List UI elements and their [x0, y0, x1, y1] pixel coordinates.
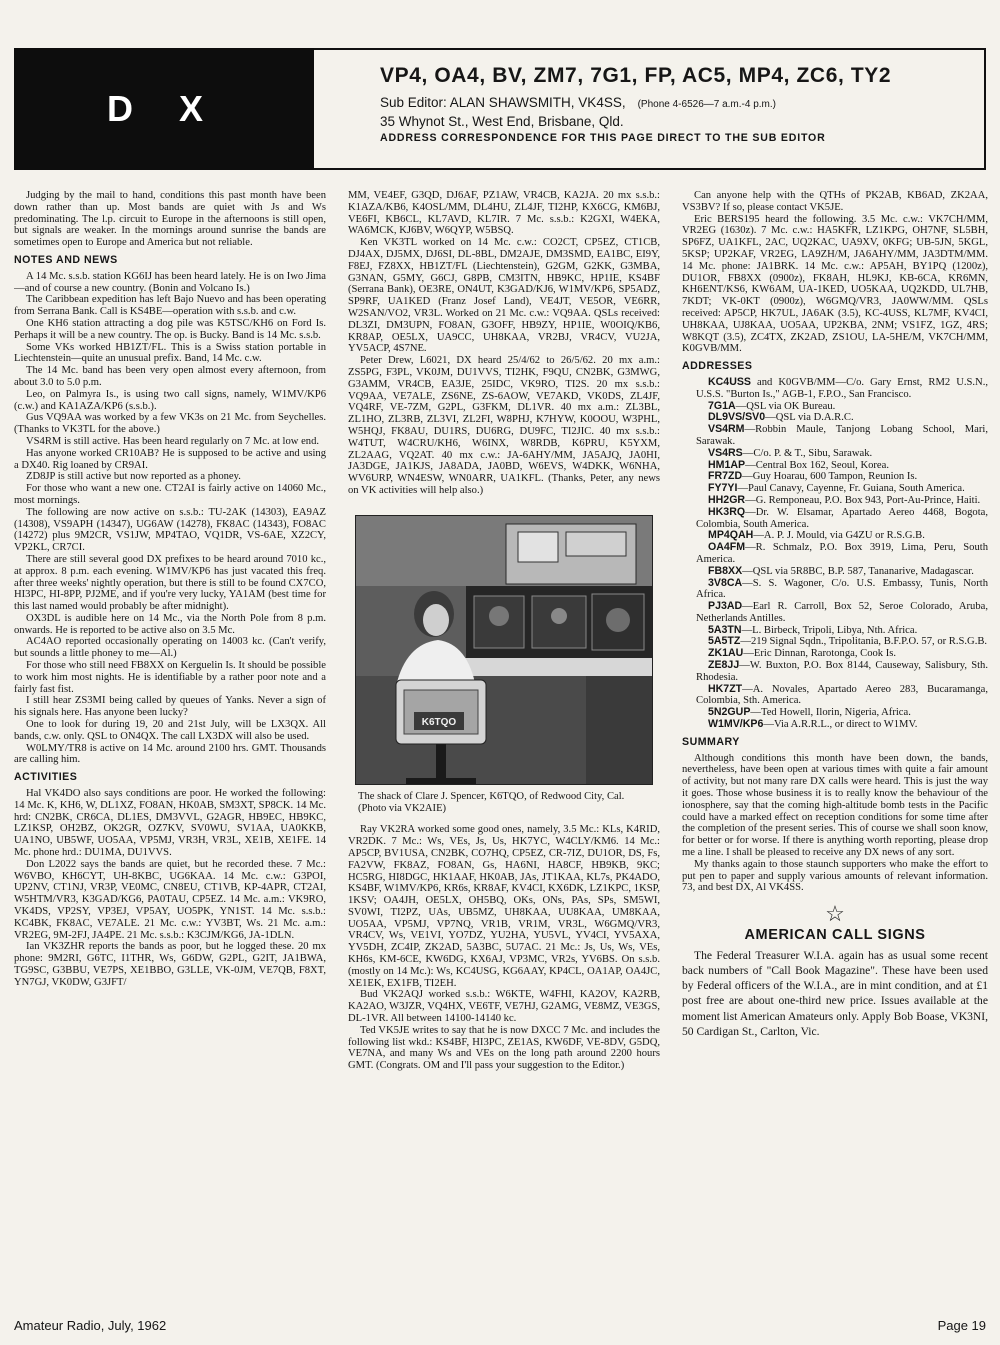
page-header: [14, 48, 986, 170]
address-entry: [682, 719, 988, 731]
notes-paragraph: W0LMY/TR8 is active on 14 Mc. around 2100 hrs. GMT. Thousands are calling him.: [14, 742, 326, 766]
address-entry: [682, 684, 988, 708]
notes-paragraph: A 14 Mc. s.s.b. station KG6IJ has been heard lately. He is on Iwo Jima—and of course a new country. (Bonin and Volcano Is.): [14, 270, 326, 294]
address-text: —Robbin Maule, Tanjong Lobang School, Mari, Sarawak.: [696, 424, 988, 447]
address-call: FB8XX: [708, 564, 743, 577]
sub-editor: Sub Editor: ALAN SHAWSMITH, VK4SS,: [380, 95, 626, 110]
publication-info: Amateur Radio, July, 1962: [14, 1318, 167, 1333]
address-entry: [682, 542, 988, 566]
page-number: Page 19: [937, 1318, 986, 1333]
notes-paragraph: The following are now active on s.s.b.: TU-2AK (14303), EA9AZ (14308), VS9APH (14347), UG6AW (14278), FK8AC (14343), FO8AC (14272) plus 9M2CR, VS1JW, MP4TAO, VQ1DR, VS-6AE, XZ2CY, VP2KL, CR7CI.: [14, 506, 326, 554]
ken-paragraph: Ken VK3TL worked on 14 Mc. c.w.: CO2CT, CP5EZ, CT1CB, DJ4AX, DJ5MX, DJ6SI, DL-8BL, DM2AJE, DM3SMD, EA1BC, EI9Y, F8EJ, FZ8XX, HB1ZT/FL (Liechtenstein), G2GM, G2KK, G3MBA, G3NAN, G5MY, G6CJ, G8PB, CM3ITN, HB9KC, HP1IE, KS4BF (Serrana Bank), OE3RE, ON4UT, K3GAD/KJ6, W1MV/KP6, SP5ADZ, SP9RF, UA1KED (Franz Josef Land), VE4JT, VE5OR, VE6RR, W2SAN/VO2, VR3L. Worked on 21 Mc. c.w.: VQ9AA. QSLs received: DL3ZI, DM3UPN, FO8AN, G3OFF, HB9ZY, HP1IE, W0OIQ/KB6, KR8AP, OE5LX, UA9CC, UH8KAA, VR2BJ, VR4CV, VU2JA, YV5ACP, 4S7NE.: [348, 237, 660, 355]
column-2: [348, 190, 660, 1305]
address-call: 5N2GUP: [708, 706, 751, 719]
notes-paragraph: OX3DL is audible here on 14 Mc., via the North Pole from 8 p.m. onwards. He is reported to be active also on 3.5 Mc.: [14, 612, 326, 636]
activities-paragraph: Ian VK3ZHR reports the bands as poor, but he logged these. 20 mx phone: 9M2RI, G6TC, I1THR, Ws, G6DW, G2PL, G2IT, JA1BWA, TG9SC, G3BBU, VE7PS, XE1BBO, G3LLE, VK-0JM, VE7QB, F8XT, YN7GJ, VK0DW, G3JFT/: [14, 941, 326, 988]
notes-paragraph: AC4AO reported occasionally operating on 14003 kc. (Can't verify, but sounds a little phoney to me—Al.): [14, 636, 326, 660]
summary-heading: SUMMARY: [682, 735, 740, 748]
notes-heading: NOTES AND NEWS: [14, 253, 118, 266]
address-text: and K0GVB/MM—C/o. Gary Ernst, RM2 U.S.N., U.S.S. "Burton Is.," AGB-1, F.P.O., San Francisco.: [696, 376, 988, 400]
address-call: 3V8CA: [708, 576, 743, 589]
address-text: —QSL via 5R8BC, B.P. 587, Tananarive, Madagascar.: [742, 565, 974, 577]
address-text: —219 Signal Sqdn., Tripolitania, B.F.P.O. 57, or R.S.G.B.: [740, 636, 988, 648]
address-call: MP4QAH: [708, 529, 754, 542]
notes-paragraph: Leo, on Palmyra Is., is using two call signs, namely, W1MV/KP6 (c.w.) and KA1AZA/KP6 (s.s.b.).: [14, 388, 326, 412]
notes-paragraph: The 14 Mc. band has been very open almost every afternoon, from about 3.0 to 5.0 p.m.: [14, 365, 326, 388]
notes-paragraph: ZD8JP is still active but now reported as a phoney.: [26, 471, 241, 483]
address-text: —A. Novales, Apartado Aereo 283, Bucaramanga, Colombia, Sth. America.: [696, 683, 988, 707]
address-list: [682, 377, 988, 731]
column-1: [14, 190, 326, 1305]
address-call: PJ3AD: [708, 600, 743, 613]
section-title-box: [14, 48, 314, 170]
notes-paragraph: Gus VQ9AA was worked by a few VK3s on 21 Mc. from Seychelles. (Thanks to VK3TL for the above.): [14, 412, 326, 436]
header-info: [314, 48, 986, 170]
notes-paragraph: One KH6 station attracting a dog pile was K5TSC/KH6 on Ford Is. Perhaps it will be a new country. The op. is Bucky. Band is 14 Mc. s.s.b.: [14, 317, 326, 341]
address-text: —C/o. P. & T., Sibu, Sarawak.: [742, 447, 873, 459]
address-call: HK7ZT: [708, 682, 743, 695]
address-text: —A. P. J. Mould, via G4ZU or R.S.G.B.: [753, 530, 925, 542]
address-call: 7G1A: [708, 399, 736, 412]
peter-paragraph: Peter Drew, L6021, DX heard 25/4/62 to 26/5/62. 20 mx a.m.: ZS5PG, F3PL, VK0JM, DU1VVS, TI2HK, F9QU, CN2BK, G3MWG, G3AMM, VR4CB, EA3JE, 25IDC, VK9RO, TI2S. 20 mx s.s.b.: VQ9AA, VE7ALE, ZS6NE, ZS-6AOW, VE7AKD, VK0DS, ZL4JF, VQ4RF, VE-7ZM, G2PL, G3FKM, DL1VR. 40 mx a.m.: ZL3BL, ZL1HO, ZL3RB, ZL3VI, ZL2FI, W8PHJ, K7HYW, K0OOU, W3PHL, W5HQJ, FK8AU, DU1RS, DU6RG, DU9FC, TI2JIC. 40 mx s.s.b.: W4TUT, W4CRU/KH6, W6INX, W8RDB, K6PRU, K5YXM, ZL2AAG, VQ2AT. 40 mx c.w.: JA-6AHY/MM, JA5AJQ, JA0HI, JA3DGE, JA1KJS, JA8ADA, JA0BD, W6EVS, W4DKK, W6NHA, WV6URP, WN4ESW, WN0ARR, UA1KFL. (Thanks, Peter, any news on VK activities will help also.): [348, 355, 660, 496]
summary-paragraph: Although conditions this month have been down, the bands, nevertheless, have been open at various times with quite a fair amount of activity, but not many rare DX calls were heard. This is just the way it goes. Those whose business it is to really know the behaviour of the ionosphere, say that the coming high-altitude bomb tests in the Pacific could have a marked effect on reception conditions for some time after the completion of the present series. This of course we shall soon know, for better or for worse. If there is anything worth reporting, please drop me a line. I shall be pleased to receive any DX news of any sort.: [682, 752, 988, 859]
address-call: OA4FM: [708, 541, 746, 554]
american-call-signs-heading: AMERICAN CALL SIGNS: [744, 927, 926, 944]
notes-paragraph: For those who want a new one. CT2AI is fairly active on 14060 Mc., most mornings.: [14, 483, 326, 506]
address-text: —G. Remponeau, P.O. Box 943, Port-Au-Prince, Haiti.: [745, 494, 981, 506]
address-entry: [682, 377, 988, 401]
bud-paragraph: Bud VK2AQJ worked s.s.b.: W6KTE, W4FHI, KA2OV, KA2RB, KA2AO, W3JZR, VQ4HX, VE6TF, VE7HJ, G2AMG, VE8MZ, VE3GS, DL-1VR. All between 14100-14140 kc.: [348, 989, 660, 1025]
addresses-heading: ADDRESSES: [682, 360, 753, 373]
address-text: —Paul Canavy, Cayenne, Fr. Guiana, South America.: [737, 483, 965, 495]
notes-paragraph: Has anyone worked CR10AB? He is supposed to be active and using a DX40. Rig loaned by CR9AI.: [14, 447, 326, 471]
address-text: —Central Box 162, Seoul, Korea.: [745, 459, 889, 471]
photo-call-sign: K6TQO: [421, 716, 457, 728]
address-call: HK3RQ: [708, 505, 746, 518]
address-text: —Earl R. Carroll, Box 52, Seroe Colorado, Aruba, Netherlands Antilles.: [696, 601, 988, 624]
address-call: KC4USS: [708, 375, 751, 388]
intro-paragraph: Judging by the mail to hand, conditions this past month have been down rather than up. Most bands are quiet with Js and Ws predominating. The l.p. circuit to Europe in the afternoons is still open, but signals are weaker. In the mornings around sunrise the bands are sometimes open to Europe and America but not reliable.: [14, 190, 326, 249]
notes-paragraph: For those who still need FB8XX on Kerguelin Is. It should be possible to work him most nights. He is identifiable by a rather poor note and a fairly fast fist.: [14, 660, 326, 695]
editor-address: 35 Whynot St., West End, Brisbane, Qld.: [380, 114, 624, 129]
address-call: 5A3TN: [708, 623, 742, 636]
editor-phone: (Phone 4-6526—7 a.m.-4 p.m.): [637, 99, 776, 110]
address-call: DL9VS/SV0: [708, 411, 766, 424]
address-text: —Via A.R.R.L., or direct to W1MV.: [763, 719, 918, 731]
address-call: VS4RS: [708, 446, 743, 459]
notes-paragraph: There are still several good DX prefixes to be heard around 7010 kc., at approx. 8 p.m. each evening. W1MV/KP6 has just vacated this freq. after three weeks' nightly operation, but there is still to be found CX7CO, HI3PC, HI-8PP, PJ2ME, and if you're very lucky, YA1AM (best time for this last named would probably be after midnight).: [14, 553, 326, 613]
prefix-title: VP4, OA4, BV, ZM7, 7G1, FP, AC5, MP4, ZC6, TY2: [380, 64, 892, 87]
column-3: [682, 190, 988, 1305]
address-text: —L. Birbeck, Tripoli, Libya, Nth. Africa.: [741, 624, 918, 636]
activities-paragraph: Don L2022 says the bands are quiet, but he recorded these. 7 Mc.: W6VBO, KH6CYT, UH-8KBC, UG6KAA. 14 Mc. c.w.: G3POI, UP2NV, CT1NJ, VR3P, VE0MC, CN8EU, CT1VB, KP-4APR, CT2AI, W5HTM/VR3, K3GAD/KG6, PA0TAU, CP5EZ. 14 Mc. a.m.: VK9RO, VK4DS, VP2SY, VP3EJ, VP5AY, UO5PK, YN1ST. 14 Mc. s.s.b.: KC4BK, FK8AC, VE7ALE. 21 Mc. c.w.: YV3BT, Ws. 21 Mc. a.m.: VR2EG, 9M-2FJ, JA4PE. 21 Mc. s.s.b.: K3CJM/KG6, JA-1DLN.: [14, 858, 326, 941]
notes-paragraph: Some VKs worked HB1ZT/FL. This is a Swiss station portable in Liechtenstein—quite an unusual prefix. Band, 14 Mc. c.w.: [14, 341, 326, 365]
notes-paragraph: The Caribbean expedition has left Bajo Nuevo and has been operating from Serrana Bank. Call is KS4BE—operation with s.s.b. and c.w.: [14, 294, 326, 318]
address-text: —R. Schmalz, P.O. Box 3919, Lima, Peru, South America.: [696, 542, 988, 565]
address-call: VS4RM: [708, 423, 745, 436]
address-call: ZE8JJ: [708, 659, 740, 672]
ray-paragraph: Ray VK2RA worked some good ones, namely, 3.5 Mc.: KLs, K4RID, VR2DK. 7 Mc.: Ws, VEs, Js, Us, HK7YC, W4CLY/KM6. 14 Mc.: AP5CP, BV1USA, CN2BK, CO7HQ, CP5EZ, CR-7IZ, DU1OR, DS, Fs, FA2VW, FK8AZ, FO8AN, Gs, HA6NI, HA8CF, HB9KB, 9KC; HC5RG, HI8DGC, HK1AAF, HK0AB, JAs, JT1KAA, KL7s, PK4ADO, KS4BF, W1MV/KP6, KR6s, KR8AF, KV4CI, KX6DK, LZ1KPC, 1KSP, 1KSV; OA4JH, OE5LX, OH5BQ, OKs, ONs, PAs, SPs, SM5WI, SV0WI, TI2PZ, UAs, UB5MZ, UH8KAA, UU8KAA, UM8KAA, UO5AA, VP5MJ, VP7NQ, VR1B, VR1M, VR3L, W6GMQ/VR3, VR4CV, Ws, VE1VI, YO7DZ, YU2HA, YU5VL, YV4CI, YV5AXA, YV5DH, ZC4IP, ZK2AD, 5A3BC, 5U7AC. 21 Mc.: Js, Us, Ws, VEs, KH6s, KM-6CE, KW6DG, KX6AJ, VP3MC, VR2s, YV6BS. On s.s.b. (mostly on 14 Mc.): Ws, KC4USG, KG6AAY, KP4CL, OA1AP, OA4JC, XE1EK, EX1FB, TI2EH.: [348, 824, 660, 989]
address-entry: [682, 507, 988, 531]
address-entry: [682, 424, 988, 448]
address-entry: [682, 660, 988, 684]
star-icon: ☆: [825, 901, 845, 927]
thanks-paragraph: My thanks again to those staunch supporters who make the effort to put pen to paper and supply various amounts of relevant information. 73, and best DX, Al VK4SS.: [682, 858, 988, 894]
address-call: 5A5TZ: [708, 635, 741, 648]
address-call: FR7ZD: [708, 470, 743, 483]
shack-photo: [355, 515, 653, 785]
activities-heading: ACTIVITIES: [14, 771, 78, 784]
correspondence-note: ADDRESS CORRESPONDENCE FOR THIS PAGE DIRECT TO THE SUB EDITOR: [380, 132, 826, 144]
address-call: W1MV/KP6: [708, 718, 764, 731]
eric-paragraph: Eric BERS195 heard the following. 3.5 Mc. c.w.: VK7CH/MM, VR2EG (1630z). 7 Mc. c.w.: HA5KFR, LZ1KPG, OH7NF, SL5BH, SP6FZ, UA1KFL, 2AC, UQ2KAC, UA9XV, 0KFG; UB-5JN, 5KGL, 5KSP; UP2KAF, VR2EG, LA9ZH/M, JA6AHY/MM, JA3DTM/MM. 14 Mc. phone: JA1BRK. 14 Mc. c.w.: AP5AH, BY1PQ (1200z), DU1OR, FB8XX (0900z), FK8AH, HL9KJ, KB-6CA, KR6MN, KH6ENT/KS6, KW6AM, UA-1KED, UO5KAA, UQ2KDD, UL7HB, 7KDT; VK-0KT (0900z), W6GMQ/VR3, JA0WW/MM. QSLs received: AP5CP, HK7UL, JA6AK (3.5), KC-4USS, KL7MF, KV4CI, UH8KAA, UJ8KAA, UO5AA, UP2KBA, 2NM; VS1FZ, 1GZ, 4RS; W8KQT (3.5), ZC4TX, ZK2AD, ZS1OU, LA-5HE/M, VK7CH/MM, K0GVB/MM.: [682, 213, 988, 355]
address-text: —Dr. W. Elsamar, Apartado Aereo 4468, Bogota, Colombia, South America.: [696, 506, 988, 530]
address-call: HH2GR: [708, 493, 746, 506]
address-text: —QSL via D.A.R.C.: [765, 412, 854, 424]
address-text: —W. Buxton, P.O. Box 8144, Causeway, Salisbury, Sth. Rhodesia.: [696, 660, 988, 683]
notes-paragraph: I still hear ZS3MI being called by queues of Yanks. Never a sign of his signals here. Has anyone been lucky?: [14, 695, 326, 719]
continued-paragraph: MM, VE4EF, G3QD, DJ6AF, PZ1AW, VR4CB, KA2JA. 20 mx s.s.b.: K1AZA/KB6, K4OSL/MM, DL4HU, ZL4JF, TI2HP, KX6CG, KM6BJ, VE6FI, KB6CL, KL7AVD, KL7IR. 7 Mc. s.s.b.: K2GXI, W4EKA, WA6MCK, KJ6BV, W6QYP, W5BSQ.: [348, 190, 660, 237]
address-text: —QSL via OK Bureau.: [735, 400, 836, 412]
address-entry: [682, 578, 988, 602]
address-text: —S. S. Wagoner, C/o. U.S. Embassy, Tunis, North Africa.: [696, 577, 988, 601]
address-text: —Guy Hoarau, 600 Tampon, Reunion Is.: [742, 471, 918, 483]
american-call-signs-paragraph: The Federal Treasurer W.I.A. again has as usual some recent back numbers of "Call Book Magazine". These have been used by Federal officers of the W.I.A., are in mint condition, and at £1 post free are about one-third new price. Issues available at the moment list American Amateurs only. Apply Bob Boase, VK3NI, 50 Cardigan St., Carlton, Vic.: [682, 948, 988, 1038]
address-call: FY7YI: [708, 482, 738, 495]
activities-paragraph: Hal VK4DO also says conditions are poor. He worked the following: 14 Mc. K, KH6, W, DL1XZ, FO8AN, HK0AB, SM3XT, SP8CK. 14 Mc. hrd: CN2BK, CR6CA, DL1ES, DM3VVL, G2AGR, HB9EC, HB9KC, LZ1KSP, OH2BZ, OK2GR, OZ7KV, SV0WU, SV1AA, UA0KKB, UA1NO, UB5WF, UO5AA, VP5MJ, VR3H, VR3L, XE1B, XE1FE. 14 Mc. phone hrd.: DU1MA, DU1VVS.: [14, 788, 326, 859]
address-text: —Ted Howell, Ilorin, Nigeria, Africa.: [750, 707, 911, 719]
shack-photo-illustration: [356, 516, 652, 784]
notes-paragraph: VS4RM is still active. Has been heard regularly on 7 Mc. at low end.: [26, 435, 320, 447]
ted-paragraph: Ted VK5JE writes to say that he is now DXCC 7 Mc. and includes the following list wkd.: KS4BF, HI3PC, ZE1AS, KW6DF, VE-8DV, G5DQ, VE7NA, and many Ws and VEs on the long path around 2200 hours GMT. (Congrats. OM and I'll pass your suggestion to the Editor.): [348, 1024, 660, 1072]
address-call: ZK1AU: [708, 647, 744, 660]
section-title: D X: [106, 88, 221, 129]
qth-paragraph: Can anyone help with the QTHs of PK2AB, KB6AD, ZK2AA, VS3BV? If so, please contact VK5JE.: [682, 190, 988, 213]
page-footer: [14, 1318, 986, 1333]
sub-editor-line: [380, 94, 964, 113]
address-call: HM1AP: [708, 458, 746, 471]
address-text: —Eric Dinnan, Rarotonga, Cook Is.: [743, 648, 897, 660]
notes-paragraph: One to look for during 19, 20 and 21st July, will be LX3QX. All bands, c.w. only. QSL to ON4QX. The call LX3DX will also be used.: [14, 719, 326, 742]
address-entry: [682, 601, 988, 625]
photo-caption: The shack of Clare J. Spencer, K6TQO, of Redwood City, Cal. (Photo via VK2AIE): [358, 790, 625, 814]
